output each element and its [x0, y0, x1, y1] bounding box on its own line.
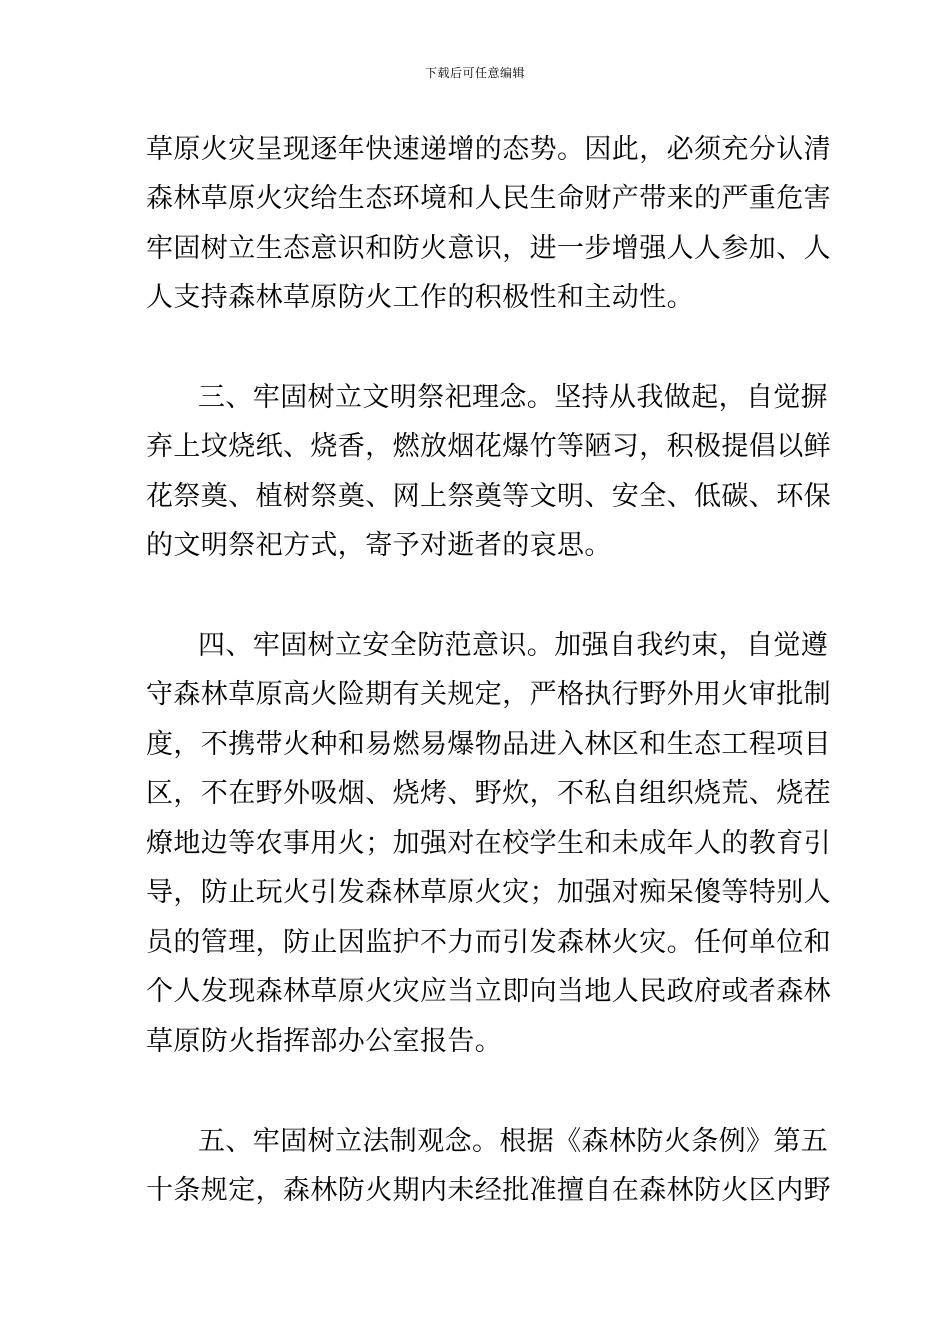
header-note: 下载后可任意编辑	[424, 66, 525, 80]
paragraph-3-line-1: 四、牢固树立安全防范意识。加强自我约束，自觉遵	[198, 630, 829, 661]
paragraph-4-line-2: 十条规定，森林防火期内未经批准擅自在森林防火区内野	[146, 1175, 831, 1206]
paragraph-1-line-1: 草原火灾呈现逐年快速递增的态势。因此，必须充分认清	[146, 134, 831, 165]
paragraph-2-line-3: 花祭奠、植树祭奠、网上祭奠等文明、安全、低碳、环保	[146, 481, 831, 512]
paragraph-4-line-1: 五、牢固树立法制观念。根据《森林防火条例》第五	[198, 1126, 829, 1157]
paragraph-3-line-5: 燎地边等农事用火；加强对在校学生和未成年人的教育引	[146, 828, 831, 859]
paragraph-2-line-1: 三、牢固树立文明祭祀理念。坚持从我做起，自觉摒	[198, 382, 829, 413]
paragraph-3-line-2: 守森林草原高火险期有关规定，严格执行野外用火审批制	[146, 679, 831, 710]
paragraph-2-line-4: 的文明祭祀方式，寄予对逝者的哀思。	[146, 530, 612, 561]
paragraph-3-line-3: 度，不携带火种和易燃易爆物品进入林区和生态工程项目	[146, 729, 831, 760]
paragraph-3-line-8: 个人发现森林草原火灾应当立即向当地人民政府或者森林	[146, 976, 831, 1007]
paragraph-2-line-2: 弃上坟烧纸、烧香，燃放烟花爆竹等陋习，积极提倡以鲜	[146, 431, 831, 462]
paragraph-1-line-4: 人支持森林草原防火工作的积极性和主动性。	[146, 282, 694, 313]
paragraph-3-line-9: 草原防火指挥部办公室报告。	[146, 1026, 503, 1057]
paragraph-3-line-4: 区，不在野外吸烟、烧烤、野炊，不私自组织烧荒、烧茬	[146, 778, 831, 809]
paragraph-1-line-2: 森林草原火灾给生态环境和人民生命财产带来的严重危害	[146, 183, 831, 214]
paragraph-3-line-7: 员的管理，防止因监护不力而引发森林火灾。任何单位和	[146, 927, 831, 958]
paragraph-3-line-6: 导，防止玩火引发森林草原火灾；加强对痴呆傻等特别人	[146, 877, 831, 908]
paragraph-1-line-3: 牢固树立生态意识和防火意识，进一步增强人人参加、人	[146, 233, 831, 264]
